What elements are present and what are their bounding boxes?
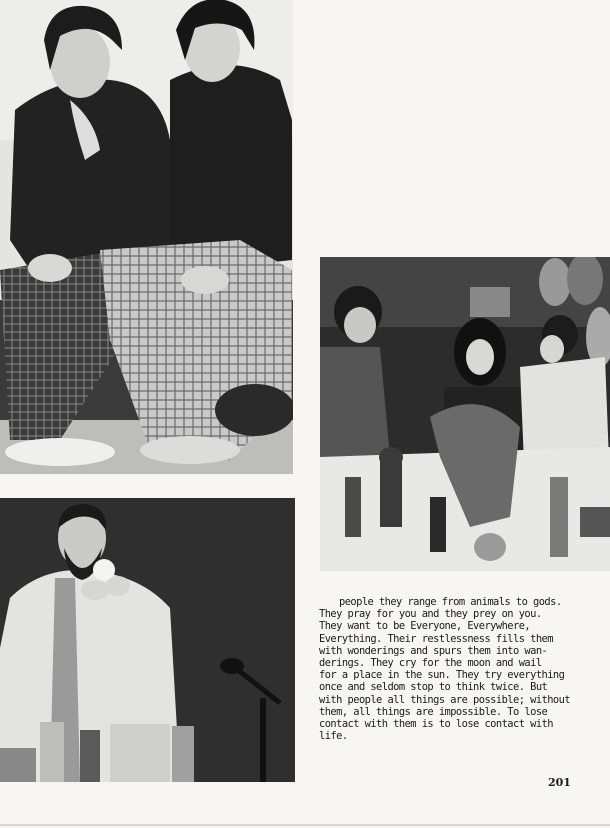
body-line: life. bbox=[319, 730, 348, 743]
body-line: derings. They cry for the moon and wail bbox=[319, 657, 542, 670]
photo-priest-celebrating-mass bbox=[0, 498, 295, 782]
bottom-rule bbox=[0, 824, 610, 826]
body-line: contact with them is to lose contact with bbox=[319, 718, 553, 731]
photo-priest-celebrating-mass-icon bbox=[0, 498, 295, 782]
body-line: people they range from animals to gods. bbox=[339, 596, 562, 608]
page-number: 201 bbox=[548, 776, 571, 789]
body-line: Everything. Their restlessness fills them bbox=[319, 632, 553, 645]
photo-two-seated-students-icon bbox=[0, 0, 293, 474]
photo-craft-exhibit-table bbox=[320, 257, 610, 571]
body-line: for a place in the sun. They try everything bbox=[319, 669, 565, 682]
body-line: They want to be Everyone, Everywhere, bbox=[319, 620, 531, 633]
body-line: with people all things are possible; without bbox=[319, 693, 571, 706]
body-line: once and seldom stop to think twice. But bbox=[319, 681, 548, 694]
body-text bbox=[319, 596, 569, 742]
body-line: They pray for you and they prey on you. bbox=[319, 608, 542, 621]
body-line: with wonderings and spurs them into wan- bbox=[319, 644, 548, 657]
photo-two-seated-students bbox=[0, 0, 293, 474]
photo-craft-exhibit-table-icon bbox=[320, 257, 610, 571]
body-line: them, all things are impossible. To lose bbox=[319, 705, 548, 718]
